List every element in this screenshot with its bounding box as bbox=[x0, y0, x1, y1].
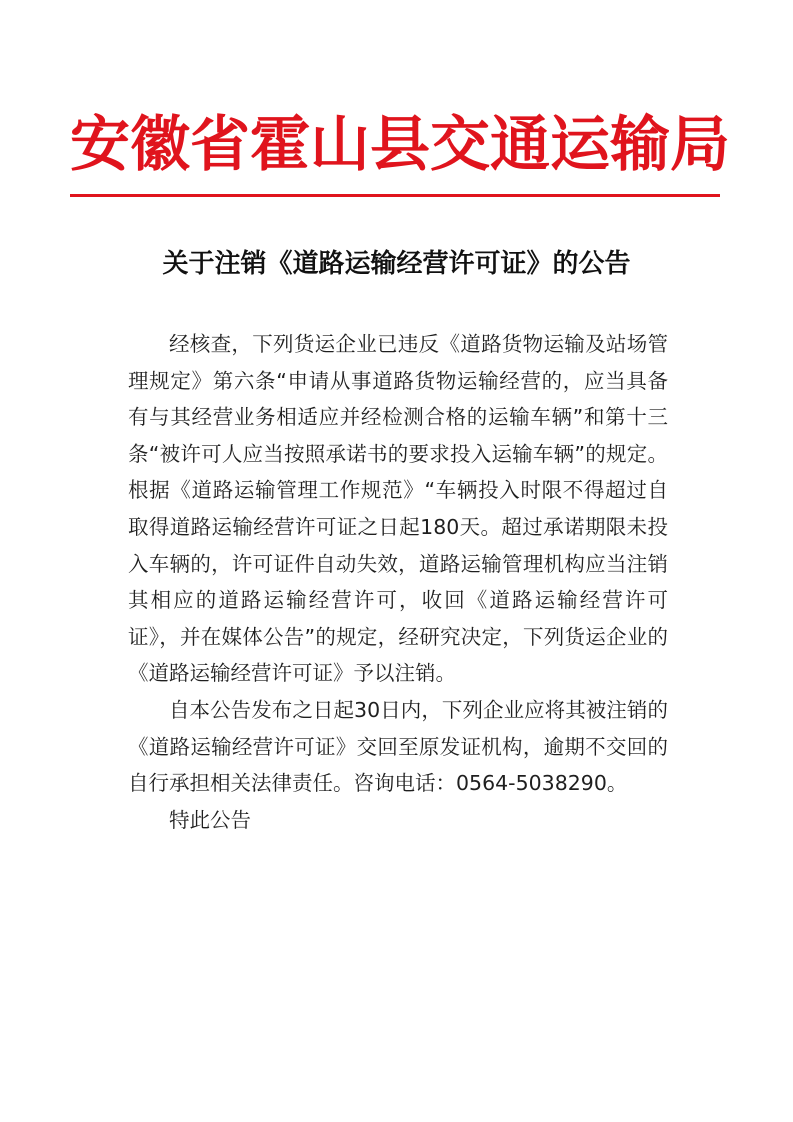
closing-line: 特此公告 bbox=[169, 807, 251, 832]
body-paragraph-2: 自本公告发布之日起30日内，下列企业应将其被注销的《道路运输经营许可证》交回至原发证机构，逾期不交回的自行承担相关法律责任。咨询电话：0564-5038290。 bbox=[128, 697, 668, 796]
document-body bbox=[128, 326, 668, 838]
agency-masthead: 安徽省霍山县交通运输局 bbox=[70, 110, 730, 180]
document-title: 关于注销《道路运输经营许可证》的公告 bbox=[162, 249, 631, 279]
body-paragraph-1: 经核查，下列货运企业已违反《道路货物运输及站场管理规定》第六条“申请从事道路货物运输经营的，应当具备有与其经营业务相适应并经检测合格的运输车辆”和第十三条“被许可人应当按照承诺书的要求投入运输车辆”的规定。根据《道路运输管理工作规范》“车辆投入时限不得超过自取得道路运输经营许可证之日起180天。超过承诺期限未投入车辆的，许可证件自动失效，道路运输管理机构应当注销其相应的道路运输经营许可，收回《道路运输经营许可证》，并在媒体公告”的规定，经研究决定，下列货运企业的《道路运输经营许可证》予以注销。 bbox=[128, 332, 668, 686]
masthead-divider bbox=[70, 194, 720, 197]
